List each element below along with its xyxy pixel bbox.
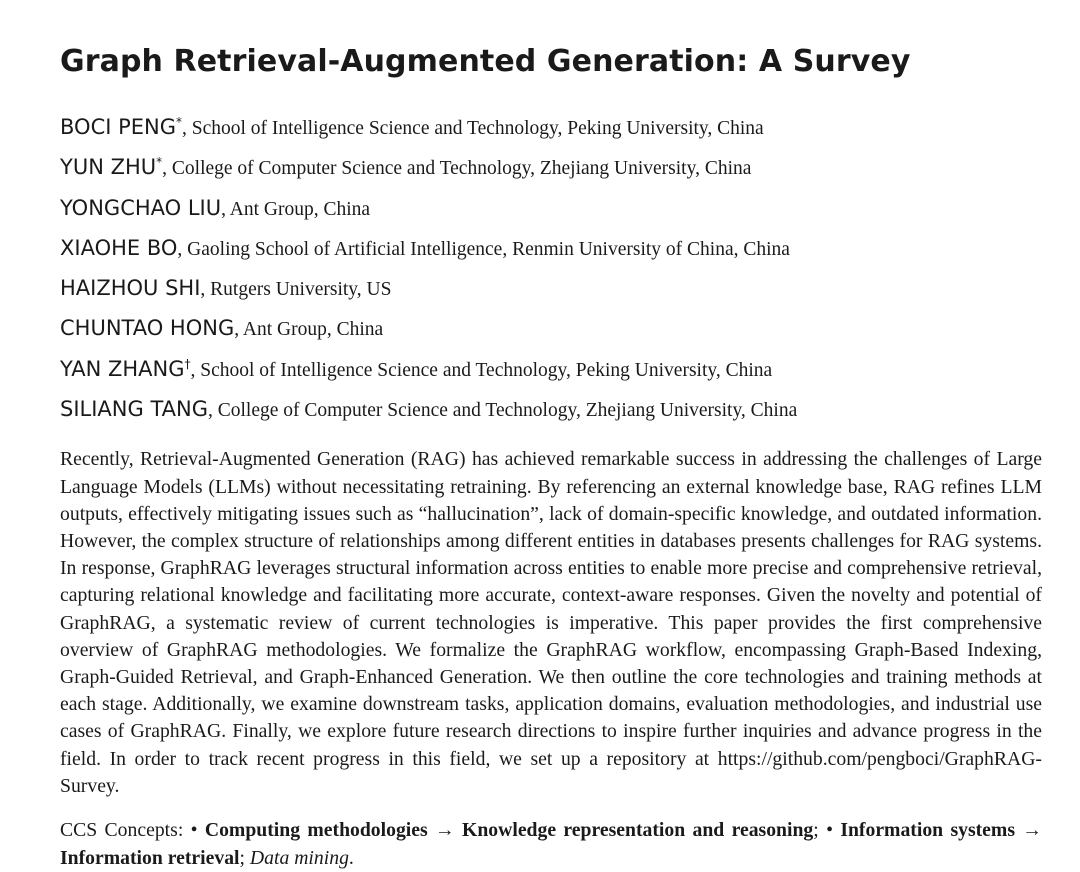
author-list	[60, 106, 1042, 428]
author-name: YONGCHAO LIU	[60, 195, 222, 220]
ccs-bullet: •	[826, 819, 841, 842]
ccs-separator: ;	[239, 847, 250, 870]
author-affiliation: , Rutgers University, US	[200, 279, 392, 301]
ccs-prefix: CCS Concepts:	[60, 819, 191, 842]
author-entry	[60, 187, 1042, 227]
author-entry	[60, 106, 1042, 146]
ccs-concept: Information systems → Information retrieval	[60, 819, 1042, 870]
ccs-concepts	[60, 816, 1042, 872]
author-affiliation: , College of Computer Science and Technology, Zhejiang University, China	[207, 400, 798, 422]
author-name: XIAOHE BO	[60, 235, 178, 260]
author-affiliation: , College of Computer Science and Technology, Zhejiang University, China	[162, 158, 752, 180]
author-mark: *	[156, 155, 163, 170]
abstract: Recently, Retrieval-Augmented Generation (RAG) has achieved remarkable success in addressing the challenges of Large Language Models (LLMs) without necessitating retraining. By referencing an external knowledge base, RAG refines LLM outputs, effectively mitigating issues such as “hallucination”, lack of domain-specific knowledge, and outdated information. However, the complex structure of relationships among different entities in databases presents challenges for RAG systems. In response, GraphRAG leverages structural information across entities to enable more precise and comprehensive retrieval, capturing relational knowledge and facilitating more accurate, context-aware responses. Given the novelty and potential of GraphRAG, a systematic review of current technologies is imperative. This paper provides the first comprehensive overview of GraphRAG methodologies. We formalize the GraphRAG workflow, encompassing Graph-Based Indexing, Graph-Guided Retrieval, and Graph-Enhanced Generation. We then outline the core technologies and training methods at each stage. Additionally, we examine downstream tasks, application domains, evaluation methodologies, and industrial use cases of GraphRAG. Finally, we explore future research directions to inspire further inquiries and advance progress in the field. In order to track recent progress in this field, we set up a repository at https://github.com/pengboci/GraphRAG-Survey.	[60, 448, 1042, 797]
author-affiliation: , School of Intelligence Science and Technology, Peking University, China	[190, 359, 773, 381]
author-affiliation: , Ant Group, China	[221, 198, 371, 220]
author-entry	[60, 267, 1042, 307]
paper-title: Graph Retrieval-Augmented Generation: A Survey	[60, 44, 911, 79]
author-mark: †	[184, 356, 191, 371]
paper-page	[60, 40, 1042, 872]
author-entry	[60, 388, 1042, 428]
author-entry	[60, 146, 1042, 186]
ccs-separator: ;	[813, 819, 827, 842]
author-name: HAIZHOU SHI	[60, 276, 201, 301]
ccs-concept: Data mining	[249, 847, 349, 870]
author-affiliation: , Gaoling School of Artificial Intelligence, Renmin University of China, China	[177, 238, 790, 260]
author-entry	[60, 227, 1042, 267]
author-affiliation: , School of Intelligence Science and Technology, Peking University, China	[182, 118, 764, 139]
author-name: BOCI PENG*	[60, 115, 183, 139]
author-entry	[60, 348, 1042, 388]
author-name: SILIANG TANG	[60, 397, 208, 422]
author-entry	[60, 307, 1042, 347]
author-mark: *	[176, 115, 183, 129]
author-affiliation: , Ant Group, China	[234, 319, 384, 341]
author-name: CHUNTAO HONG	[60, 316, 235, 341]
author-name: YUN ZHU*	[60, 155, 163, 180]
author-name: YAN ZHANG†	[60, 356, 191, 381]
ccs-concept: Computing methodologies → Knowledge representation and reasoning	[204, 819, 814, 842]
ccs-bullet: •	[190, 819, 205, 842]
ccs-end: .	[348, 847, 354, 870]
